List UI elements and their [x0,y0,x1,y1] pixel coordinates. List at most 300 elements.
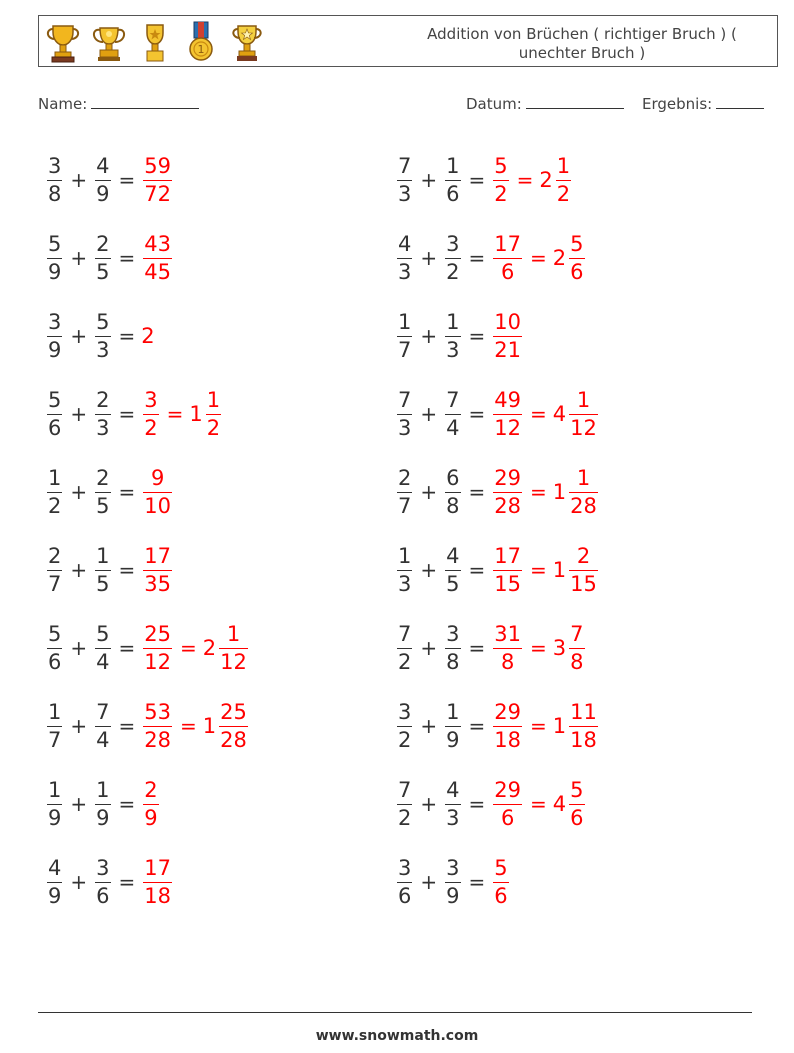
plus-sign: + [70,870,88,894]
date-field [466,93,624,113]
numerator: 43 [144,232,172,256]
problem-row [395,613,587,683]
plus-sign: + [420,324,438,348]
answer-fraction [493,154,508,206]
plus-sign: + [420,558,438,582]
answer [141,466,174,518]
numerator: 3 [96,856,110,880]
denominator: 9 [48,806,62,830]
numerator: 1 [226,622,241,646]
addend-fraction [95,232,110,284]
numerator: 6 [446,466,460,490]
medal-icon [181,20,221,64]
equals-sign: = [118,168,136,192]
date-label: Datum: [466,95,522,113]
mixed-fraction-part [219,700,248,752]
plus-sign: + [420,480,438,504]
mixed-fraction-part [569,544,598,596]
denominator: 35 [144,572,172,596]
mixed-whole-number: 2 [539,168,553,192]
addend-fraction [445,232,460,284]
problem-row [395,847,511,917]
denominator: 7 [48,728,62,752]
numerator: 5 [48,388,62,412]
problem-row [395,223,587,293]
numerator: 59 [144,154,172,178]
answer [141,544,174,596]
mixed-whole-number: 2 [552,246,567,270]
equals-sign: = [468,714,486,738]
numerator: 17 [494,232,522,256]
denominator: 12 [144,650,172,674]
plus-sign: + [420,636,438,660]
problem-row [45,457,174,527]
denominator: 3 [96,338,110,362]
answer [141,700,250,752]
denominator: 28 [220,728,247,752]
denominator: 9 [96,806,110,830]
numerator: 7 [398,778,412,802]
numerator: 29 [494,700,522,724]
numerator: 3 [398,700,412,724]
equals-sign: = [118,402,136,426]
numerator: 5 [48,622,62,646]
equals-sign: = [530,246,547,270]
denominator: 6 [494,884,508,908]
answer-fraction [143,544,172,596]
problem-row [45,847,174,917]
equals-sign: = [118,246,136,270]
denominator: 6 [398,884,412,908]
denominator: 2 [206,416,221,440]
denominator: 28 [494,494,522,518]
plus-sign: + [70,402,88,426]
denominator: 3 [398,260,412,284]
denominator: 2 [494,182,508,206]
addend-fraction [397,544,412,596]
answer-fraction [143,622,172,674]
equals-sign: = [118,870,136,894]
trophy-icon [227,20,267,64]
equals-sign: = [530,714,547,738]
denominator: 6 [570,260,584,284]
mixed-fraction-part [569,388,598,440]
answer-fraction [143,232,172,284]
denominator: 3 [446,338,460,362]
addend-fraction [95,700,110,752]
numerator: 11 [570,700,597,724]
denominator: 12 [220,650,247,674]
numerator: 5 [494,154,508,178]
answer-fraction [493,622,522,674]
addend-fraction [47,466,62,518]
numerator: 5 [48,232,62,256]
answer-fraction [493,310,522,362]
numerator: 1 [96,544,110,568]
answer [491,232,586,284]
addend-fraction [397,778,412,830]
mixed-fraction-part [206,388,221,440]
problem-row [45,145,174,215]
name-label: Name: [38,95,88,113]
answer [491,544,600,596]
footer-site: www.snowmath.com [315,1028,479,1044]
plus-sign: + [70,714,88,738]
addend-fraction [445,856,460,908]
numerator: 4 [446,778,460,802]
numerator: 5 [570,778,584,802]
denominator: 15 [494,572,522,596]
denominator: 6 [446,182,460,206]
numerator: 5 [494,856,508,880]
denominator: 7 [398,338,412,362]
denominator: 3 [446,806,460,830]
numerator: 4 [398,232,412,256]
denominator: 2 [556,182,571,206]
equals-sign: = [468,480,486,504]
answer-fraction [493,778,522,830]
denominator: 2 [144,416,158,440]
addend-fraction [445,700,460,752]
denominator: 8 [48,182,62,206]
result-label: Ergebnis: [642,95,713,113]
addend-fraction [47,232,62,284]
equals-sign: = [180,714,197,738]
denominator: 6 [96,884,110,908]
addend-fraction [445,466,460,518]
mixed-whole-number: 4 [552,792,567,816]
numerator: 17 [144,856,172,880]
addend-fraction [445,622,460,674]
addend-fraction [397,310,412,362]
plus-sign: + [70,246,88,270]
addend-fraction [47,778,62,830]
denominator: 7 [48,572,62,596]
svg-text:1: 1 [197,43,205,56]
numerator: 9 [150,466,165,490]
denominator: 28 [570,494,597,518]
denominator: 2 [398,650,412,674]
denominator: 6 [570,806,584,830]
numerator: 1 [398,310,412,334]
addend-fraction [397,700,412,752]
problem-row [395,145,573,215]
problem-row [45,301,156,371]
denominator: 9 [48,260,62,284]
addend-fraction [445,310,460,362]
numerator: 1 [446,700,460,724]
addend-fraction [445,154,460,206]
equals-sign: = [530,558,547,582]
mixed-whole-number: 1 [202,714,217,738]
numerator: 1 [48,466,62,490]
equals-sign: = [530,402,547,426]
denominator: 9 [48,338,62,362]
denominator: 2 [398,728,412,752]
problem-row [395,769,587,839]
equals-sign: = [468,246,486,270]
numerator: 29 [494,466,522,490]
answer-fraction [493,544,522,596]
numerator: 7 [398,388,412,412]
denominator: 21 [494,338,522,362]
problem-row [45,535,174,605]
numerator: 1 [556,154,571,178]
trophy-icon [135,20,175,64]
worksheet-title: Addition von Brüchen ( richtiger Bruch ) ( unechter Bruch ) [427,25,737,62]
plus-sign: + [70,324,88,348]
mixed-fraction-part [569,778,584,830]
denominator: 18 [494,728,522,752]
equals-sign: = [468,558,486,582]
denominator: 28 [144,728,172,752]
numerator: 1 [576,388,591,412]
equals-sign: = [118,714,136,738]
denominator: 2 [48,494,62,518]
mixed-whole-number: 1 [189,402,203,426]
numerator: 2 [48,544,62,568]
addend-fraction [47,622,62,674]
denominator: 9 [48,884,62,908]
plus-sign: + [420,870,438,894]
answer-fraction [143,388,158,440]
equals-sign: = [530,636,547,660]
equals-sign: = [166,402,184,426]
answer [491,388,600,440]
result-field [642,93,764,113]
equals-sign: = [180,636,197,660]
denominator: 3 [398,572,412,596]
addend-fraction [47,856,62,908]
problem-row [395,301,524,371]
equals-sign: = [516,168,534,192]
equals-sign: = [530,480,547,504]
denominator: 18 [570,728,597,752]
answer-fraction [493,856,508,908]
addend-fraction [445,388,460,440]
numerator: 25 [220,700,247,724]
answer [491,856,510,908]
addend-fraction [397,622,412,674]
denominator: 5 [96,494,110,518]
numerator: 7 [570,622,584,646]
worksheet-header [38,15,778,67]
trophy-icon [43,20,83,64]
equals-sign: = [118,792,136,816]
numerator: 7 [446,388,460,412]
numerator: 2 [96,232,110,256]
plus-sign: + [70,168,88,192]
equals-sign: = [530,792,547,816]
problem-row [45,613,250,683]
plus-sign: + [420,402,438,426]
answer-fraction [493,466,522,518]
addend-fraction [95,778,110,830]
addend-fraction [47,388,62,440]
addend-fraction [95,466,110,518]
denominator: 3 [398,182,412,206]
denominator: 6 [500,260,515,284]
addend-fraction [95,388,110,440]
equals-sign: = [118,636,136,660]
answer-fraction [143,466,172,518]
denominator: 12 [494,416,522,440]
denominator: 72 [144,182,172,206]
answer [491,310,524,362]
denominator: 9 [96,182,110,206]
plus-sign: + [70,558,88,582]
equals-sign: = [118,324,136,348]
mixed-fraction-part [569,466,598,518]
denominator: 8 [446,650,460,674]
addend-fraction [95,856,110,908]
numerator: 3 [48,154,62,178]
addend-fraction [397,232,412,284]
equals-sign: = [468,636,486,660]
numerator: 5 [570,232,584,256]
denominator: 9 [144,806,158,830]
problem-row [45,691,250,761]
numerator: 1 [48,778,62,802]
trophy-icon [89,20,129,64]
numerator: 4 [96,154,110,178]
numerator: 3 [446,856,460,880]
denominator: 12 [570,416,597,440]
denominator: 5 [446,572,460,596]
name-blank [91,93,199,109]
denominator: 2 [446,260,460,284]
problem-row [45,223,174,293]
denominator: 3 [96,416,110,440]
numerator: 1 [206,388,221,412]
numerator: 1 [96,778,110,802]
denominator: 9 [446,884,460,908]
equals-sign: = [468,168,486,192]
answer-fraction [493,700,522,752]
answer [491,466,600,518]
mixed-fraction-part [569,622,584,674]
denominator: 8 [570,650,584,674]
denominator: 8 [446,494,460,518]
plus-sign: + [420,168,438,192]
problem-row [45,769,161,839]
mixed-whole-number: 1 [552,480,567,504]
mixed-whole-number: 3 [552,636,567,660]
numerator: 17 [494,544,522,568]
denominator: 10 [144,494,172,518]
addend-fraction [95,310,110,362]
mixed-whole-number: 1 [552,558,567,582]
addend-fraction [47,154,62,206]
addend-fraction [95,544,110,596]
problem-row [395,379,600,449]
numerator: 1 [576,466,591,490]
denominator: 15 [570,572,597,596]
numerator: 7 [398,622,412,646]
numerator: 4 [446,544,460,568]
addend-fraction [47,544,62,596]
answer [141,388,223,440]
numerator: 7 [96,700,110,724]
denominator: 2 [398,806,412,830]
numerator: 17 [144,544,172,568]
mixed-whole-number: 2 [202,636,217,660]
denominator: 6 [48,650,62,674]
numerator: 31 [494,622,522,646]
numerator: 2 [144,778,158,802]
addend-fraction [397,388,412,440]
plus-sign: + [70,636,88,660]
numerator: 5 [96,310,110,334]
numerator: 3 [48,310,62,334]
denominator: 7 [398,494,412,518]
numerator: 29 [494,778,522,802]
denominator: 18 [144,884,172,908]
mixed-fraction-part [219,622,248,674]
numerator: 7 [398,154,412,178]
denominator: 3 [398,416,412,440]
addend-fraction [445,778,460,830]
answer [141,778,160,830]
numerator: 49 [494,388,522,412]
equals-sign: = [468,870,486,894]
denominator: 6 [500,806,515,830]
answer [491,700,600,752]
numerator: 2 [96,388,110,412]
mixed-fraction-part [569,700,598,752]
problem-row [45,379,223,449]
addend-fraction [95,622,110,674]
numerator: 2 [96,466,110,490]
numerator: 53 [144,700,172,724]
addend-fraction [397,466,412,518]
answer-fraction [143,700,172,752]
problem-grid [45,145,765,925]
equals-sign: = [468,402,486,426]
numerator: 2 [576,544,591,568]
numerator: 1 [398,544,412,568]
addend-fraction [47,310,62,362]
plus-sign: + [420,246,438,270]
denominator: 6 [48,416,62,440]
result-blank [716,93,764,109]
equals-sign: = [118,480,136,504]
numerator: 4 [48,856,62,880]
answer [491,154,573,206]
denominator: 4 [96,650,110,674]
answer [141,154,174,206]
mixed-whole-number: 4 [552,402,567,426]
mixed-fraction-part [556,154,571,206]
answer-fraction [143,778,158,830]
addend-fraction [445,544,460,596]
numerator: 5 [96,622,110,646]
answer-whole-number: 2 [141,324,155,348]
plus-sign: + [420,714,438,738]
denominator: 45 [144,260,172,284]
answer-fraction [493,388,522,440]
numerator: 10 [494,310,522,334]
denominator: 5 [96,260,110,284]
denominator: 5 [96,572,110,596]
answer-fraction [143,856,172,908]
numerator: 3 [398,856,412,880]
answer [491,622,586,674]
denominator: 4 [96,728,110,752]
date-blank [526,93,624,109]
addend-fraction [397,154,412,206]
plus-sign: + [70,792,88,816]
